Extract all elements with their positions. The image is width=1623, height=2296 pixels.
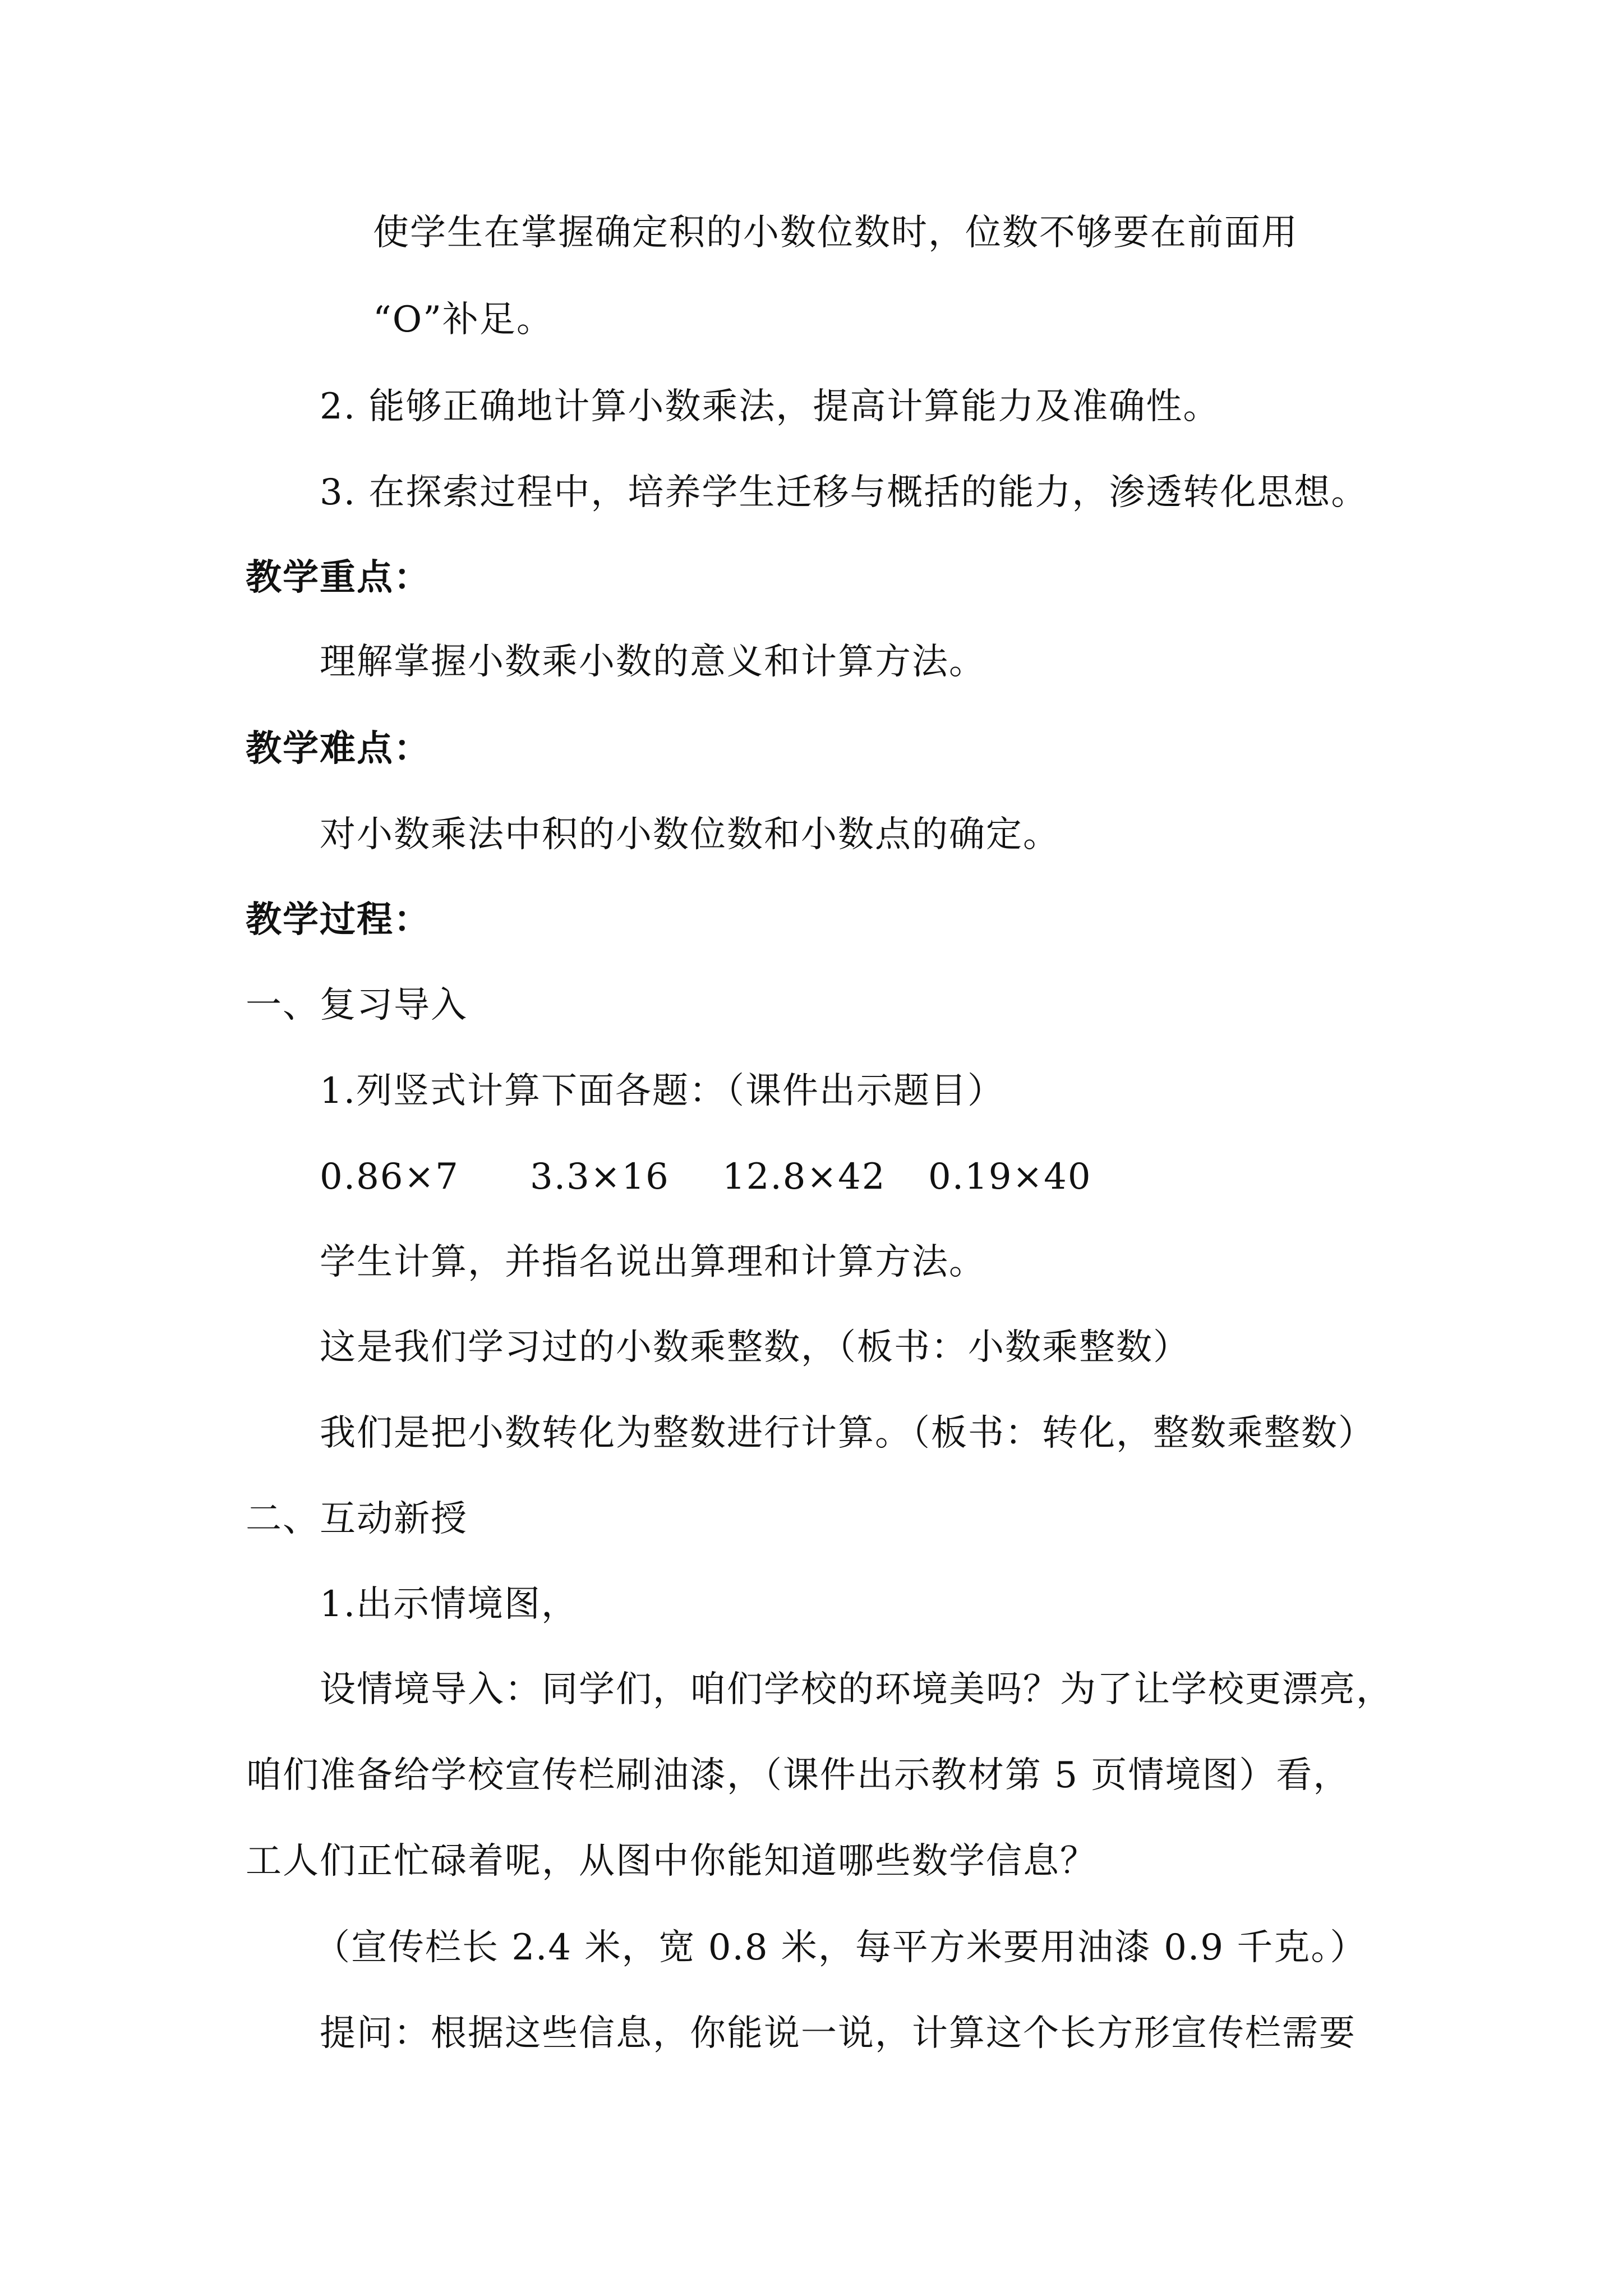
scenario-step: 1.出示情境图， [320, 1584, 579, 1625]
review-summary-1: 这是我们学习过的小数乘整数，（板书：小数乘整数） [320, 1327, 1190, 1368]
scenario-paragraph-line-1: 设情境导入：同学们，咱们学校的环境美吗？为了让学校更漂亮， [320, 1669, 1393, 1710]
objective-3: 3. 在探索过程中，培养学生迁移与概括的能力，渗透转化思想。 [320, 472, 1368, 513]
difficulties-text: 对小数乘法中积的小数位数和小数点的确定。 [320, 814, 1060, 855]
exercise-2: 3.3×16 [530, 1156, 670, 1198]
scenario-paragraph-line-3: 工人们正忙碌着呢，从图中你能知道哪些数学信息？ [246, 1841, 1097, 1882]
difficulties-heading: 教学难点： [246, 728, 431, 770]
scenario-info: （宣传栏长 2.4 米，宽 0.8 米，每平方米要用油漆 0.9 千克。） [314, 1927, 1367, 1968]
question-line: 提问：根据这些信息，你能说一说，计算这个长方形宣传栏需要 [320, 2013, 1356, 2054]
scenario-paragraph-line-2: 咱们准备给学校宣传栏刷油漆，（课件出示教材第 5 页情境图）看， [246, 1755, 1350, 1796]
exercise-1: 0.86×7 [320, 1156, 459, 1198]
section-1-heading: 一、复习导入 [246, 984, 468, 1026]
objective-2: 2. 能够正确地计算小数乘法，提高计算能力及准确性。 [320, 386, 1220, 427]
review-method: 学生计算，并指名说出算理和计算方法。 [320, 1241, 986, 1283]
key-points-heading: 教学重点： [246, 556, 431, 599]
exercise-4: 0.19×40 [928, 1156, 1092, 1198]
objective-1-continued: 使学生在掌握确定积的小数位数时，位数不够要在前面用 [373, 212, 1298, 254]
process-heading: 教学过程： [246, 899, 431, 941]
section-2-heading: 二、互动新授 [246, 1498, 468, 1540]
review-task: 1.列竖式计算下面各题：（课件出示题目） [320, 1070, 1005, 1112]
key-points-text: 理解掌握小数乘小数的意义和计算方法。 [320, 641, 986, 683]
exercise-3: 12.8×42 [722, 1156, 886, 1198]
objective-1-continued-end: “O”补足。 [373, 299, 554, 341]
review-summary-2: 我们是把小数转化为整数进行计算。（板书：转化，整数乘整数） [320, 1412, 1375, 1454]
